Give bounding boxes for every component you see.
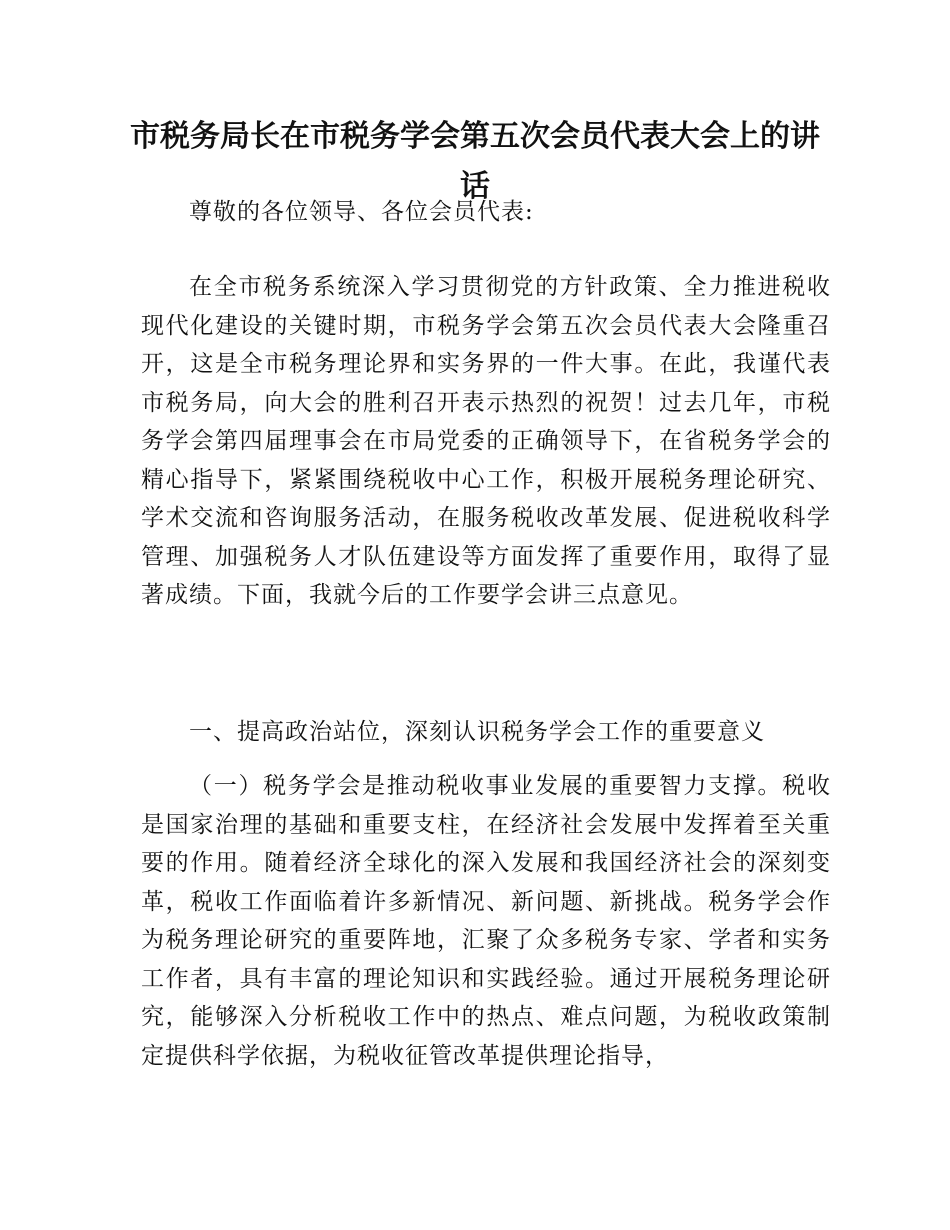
paragraph-intro: 在全市税务系统深入学习贯彻党的方针政策、全力推进税收现代化建设的关键时期，市税务学会第五次会员代表大会隆重召开，这是全市税务理论界和实务界的一件大事。在此，我谨代表市税务局，向大会的胜利召开表示热烈的祝贺！过去几年，市税务学会第四届理事会在市局党委的正确领导下，在省税务学会的精心指导下，紧紧围绕税收中心工作，积极开展税务理论研究、学术交流和咨询服务活动，在服务税收改革发展、促进税收科学管理、加强税务人才队伍建设等方面发挥了重要作用，取得了显著成绩。下面，我就今后的工作要学会讲三点意见。 bbox=[141, 274, 831, 608]
paragraph-section-1-1: （一）税务学会是推动税收事业发展的重要智力支撑。税收是国家治理的基础和重要支柱，在经济社会发展中发挥着至关重要的作用。随着经济全球化的深入发展和我国经济社会的深刻变革，税收工作面临着许多新情况、新问题、新挑战。税务学会作为税务理论研究的重要阵地，汇聚了众多税务专家、学者和实务工作者，具有丰富的理论知识和实践经验。通过开展税务理论研究，能够深入分析税收工作中的热点、难点问题，为税收政策制定提供科学依据，为税收征管改革提供理论指导， bbox=[141, 773, 831, 1069]
section-heading-1: 一、提高政治站位，深刻认识税务学会工作的重要意义 bbox=[189, 719, 765, 745]
document-title: 市税务局长在市税务学会第五次会员代表大会上的讲话 bbox=[130, 119, 820, 204]
greeting-line: 尊敬的各位领导、各位会员代表: bbox=[189, 199, 534, 225]
